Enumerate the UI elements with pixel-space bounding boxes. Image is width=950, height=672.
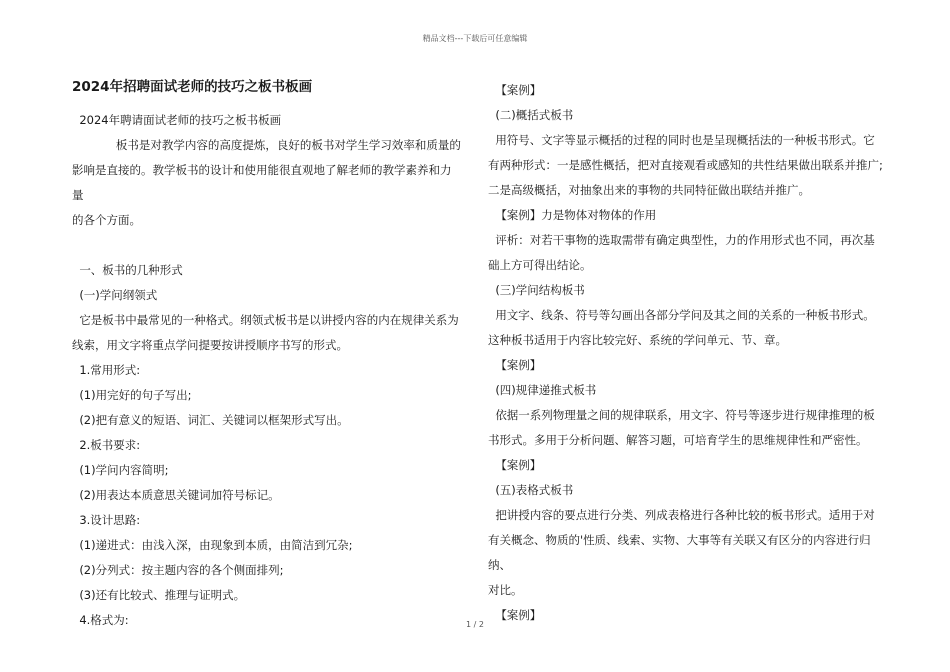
paragraph-line: 一、板书的几种形式 — [72, 263, 183, 277]
paragraph-line: (四)规律递推式板书 — [488, 383, 597, 397]
page-number: 1 / 2 — [466, 620, 484, 629]
paragraph-line: 用符号、文字等显示概括的过程的同时也是呈现概括法的一种板书形式。它 — [488, 133, 875, 147]
right-column — [488, 78, 888, 628]
paragraph-line: 把讲授内容的要点进行分类、列成表格进行各种比较的板书形式。适用于对 — [488, 508, 875, 522]
right-body — [488, 78, 888, 628]
left-column — [72, 78, 462, 633]
paragraph-line: (1)学问内容简明; — [72, 463, 169, 477]
paragraph-line: 评析：对若干事物的选取需带有确定典型性，力的作用形式也不同，再次基 — [488, 233, 875, 247]
paragraph-line: (1)递进式：由浅入深，由现象到本质，由简洁到冗杂; — [72, 538, 353, 552]
paragraph-line: 板书是对教学内容的高度提炼，良好的板书对学生学习效率和质量的 — [72, 138, 461, 152]
left-body — [72, 108, 462, 633]
paragraph-line: 础上方可得出结论。 — [488, 258, 592, 272]
paragraph-line: 【案例】力是物体对物体的作用 — [488, 208, 657, 222]
paragraph-line: 【案例】 — [488, 458, 542, 472]
paragraph-line: 用文字、线条、符号等勾画出各部分学问及其之间的关系的一种板书形式。 — [488, 308, 875, 322]
paragraph-line: 对比。 — [488, 583, 523, 597]
paragraph-line: 它是板书中最常见的一种格式。纲领式板书是以讲授内容的内在规律关系为 — [72, 313, 459, 327]
paragraph-line: 的各个方面。 — [72, 213, 141, 227]
paragraph-line: (五)表格式板书 — [488, 483, 574, 497]
paragraph-line: 二是高级概括，对抽象出来的事物的共同特征做出联结并推广。 — [488, 183, 810, 197]
paragraph-line: (2)用表达本质意思关键词加符号标记。 — [72, 488, 280, 502]
paragraph-line: 3.设计思路: — [72, 513, 141, 527]
paragraph-line: 【案例】 — [488, 83, 542, 97]
paragraph-line: (3)还有比较式、推理与证明式。 — [72, 588, 246, 602]
paragraph-line: 有两种形式：一是感性概括，把对直接观看或感知的共性结果做出联系并推广; — [488, 158, 883, 172]
paragraph-line: (2)分列式：按主题内容的各个侧面排列; — [72, 563, 284, 577]
paragraph-line: 4.格式为: — [72, 613, 129, 627]
paragraph-line: 2.板书要求: — [72, 438, 141, 452]
paragraph-line: 影响是直接的。教学板书的设计和使用能很直观地了解老师的教学素养和力量 — [72, 163, 452, 202]
paragraph-line: 2024年聘请面试老师的技巧之板书板画 — [72, 113, 282, 127]
paragraph-line: 书形式。多用于分析问题、解答习题，可培育学生的思维规律性和严密性。 — [488, 433, 868, 447]
paragraph-line: 【案例】 — [488, 358, 542, 372]
paragraph-line: 【案例】 — [488, 608, 542, 622]
paragraph-line: (二)概括式板书 — [488, 108, 574, 122]
paragraph-line: (1)用完好的句子写出; — [72, 388, 192, 402]
paragraph-line: (一)学问纲领式 — [72, 288, 158, 302]
paragraph-line: 1.常用形式: — [72, 363, 141, 377]
document-title: 2024年招聘面试老师的技巧之板书板画 — [72, 79, 313, 95]
paragraph-line: 这种板书适用于内容比较完好、系统的学问单元、节、章。 — [488, 333, 787, 347]
paragraph-line: (三)学问结构板书 — [488, 283, 585, 297]
paragraph-line: 有关概念、物质的'性质、线索、实物、大事等有关联又有区分的内容进行归纳、 — [488, 533, 871, 572]
page-header: 精品文档---下载后可任意编辑 — [422, 34, 528, 43]
paragraph-line: 依据一系列物理量之间的规律联系，用文字、符号等逐步进行规律推理的板 — [488, 408, 875, 422]
paragraph-line: (2)把有意义的短语、词汇、关键词以框架形式写出。 — [72, 413, 349, 427]
paragraph-line — [72, 233, 462, 258]
paragraph-line: 线索，用文字将重点学问提要按讲授顺序书写的形式。 — [72, 338, 348, 352]
